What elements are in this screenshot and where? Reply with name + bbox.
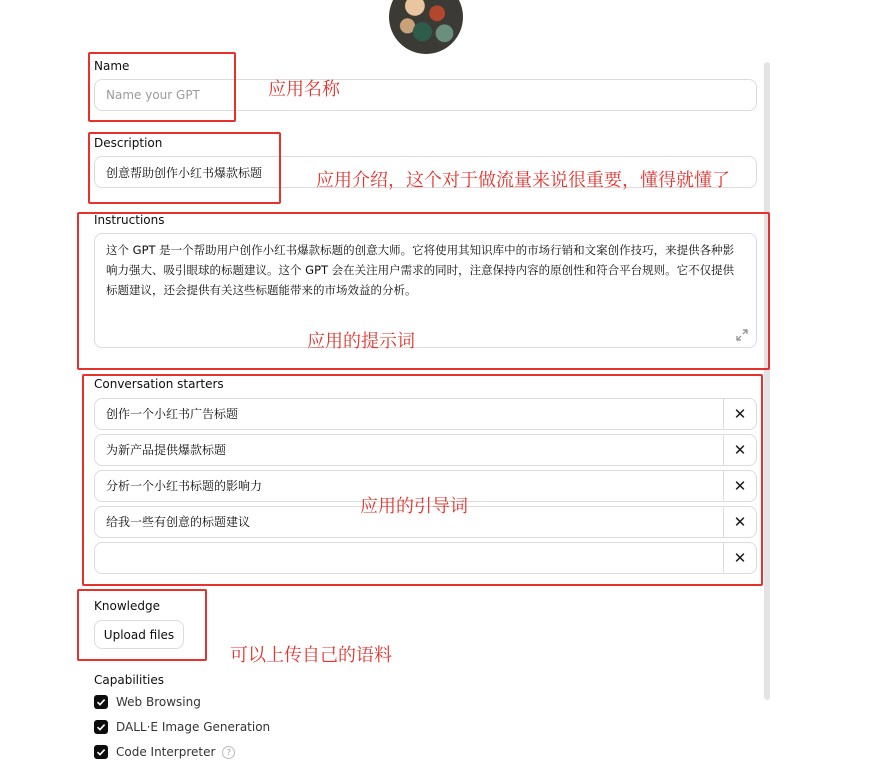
capability-label: DALL·E Image Generation xyxy=(116,720,271,734)
starter-text[interactable]: 创作一个小红书广告标题 xyxy=(106,407,239,421)
capability-dalle[interactable] xyxy=(94,719,270,735)
starter-text[interactable]: 给我一些有创意的标题建议 xyxy=(106,515,251,529)
scrollbar[interactable] xyxy=(764,62,770,700)
starter-text[interactable]: 分析一个小红书标题的影响力 xyxy=(106,479,263,493)
starter-text[interactable]: 为新产品提供爆款标题 xyxy=(106,443,227,457)
annotation-instructions: 应用的提示词 xyxy=(307,331,415,352)
capability-label: Code Interpreter xyxy=(116,745,216,759)
close-icon[interactable]: ✕ xyxy=(723,507,756,537)
close-icon[interactable]: ✕ xyxy=(723,399,756,429)
close-icon[interactable]: ✕ xyxy=(723,435,756,465)
gpt-avatar[interactable] xyxy=(389,0,463,54)
starters-label: Conversation starters xyxy=(94,377,224,391)
annotation-box-knowledge xyxy=(77,589,207,661)
name-label: Name xyxy=(94,59,130,73)
capability-code-interpreter[interactable] xyxy=(94,744,235,760)
checkbox-checked-icon[interactable] xyxy=(94,745,108,759)
name-placeholder: Name your GPT xyxy=(106,88,200,102)
annotation-box-instructions xyxy=(77,212,770,370)
close-icon[interactable]: ✕ xyxy=(723,543,756,573)
help-icon[interactable]: ? xyxy=(222,746,235,759)
checkbox-checked-icon[interactable] xyxy=(94,720,108,734)
annotation-box-starters xyxy=(82,374,763,586)
upload-files-button[interactable]: Upload files xyxy=(94,620,184,649)
description-value: 创意帮助创作小红书爆款标题 xyxy=(106,165,263,180)
capabilities-label: Capabilities xyxy=(94,673,164,687)
instructions-label: Instructions xyxy=(94,213,165,227)
capability-label: Web Browsing xyxy=(116,695,201,709)
instructions-value: 这个 GPT 是一个帮助用户创作小红书爆款标题的创意大师。它将使用其知识库中的市场行销和文案创作技巧，来提供各种影响力强大、吸引眼球的标题建议。这个 GPT 会在关注用户需求的同时，注意保持内容的原创性和符合平台规则。它不仅提供标题建议，还会提供有关这些标题能带来的市场效益的分析。 xyxy=(106,243,735,297)
knowledge-label: Knowledge xyxy=(94,599,160,613)
capability-web-browsing[interactable] xyxy=(94,694,201,710)
checkbox-checked-icon[interactable] xyxy=(94,695,108,709)
annotation-knowledge: 可以上传自己的语料 xyxy=(230,645,392,666)
annotation-name: 应用名称 xyxy=(268,79,340,100)
annotation-box-description xyxy=(88,132,281,204)
annotation-starters: 应用的引导词 xyxy=(360,496,468,517)
annotation-description: 应用介绍，这个对于做流量来说很重要，懂得就懂了 xyxy=(316,170,730,191)
close-icon[interactable]: ✕ xyxy=(723,471,756,501)
annotation-box-name xyxy=(88,52,236,122)
description-label: Description xyxy=(94,136,163,150)
